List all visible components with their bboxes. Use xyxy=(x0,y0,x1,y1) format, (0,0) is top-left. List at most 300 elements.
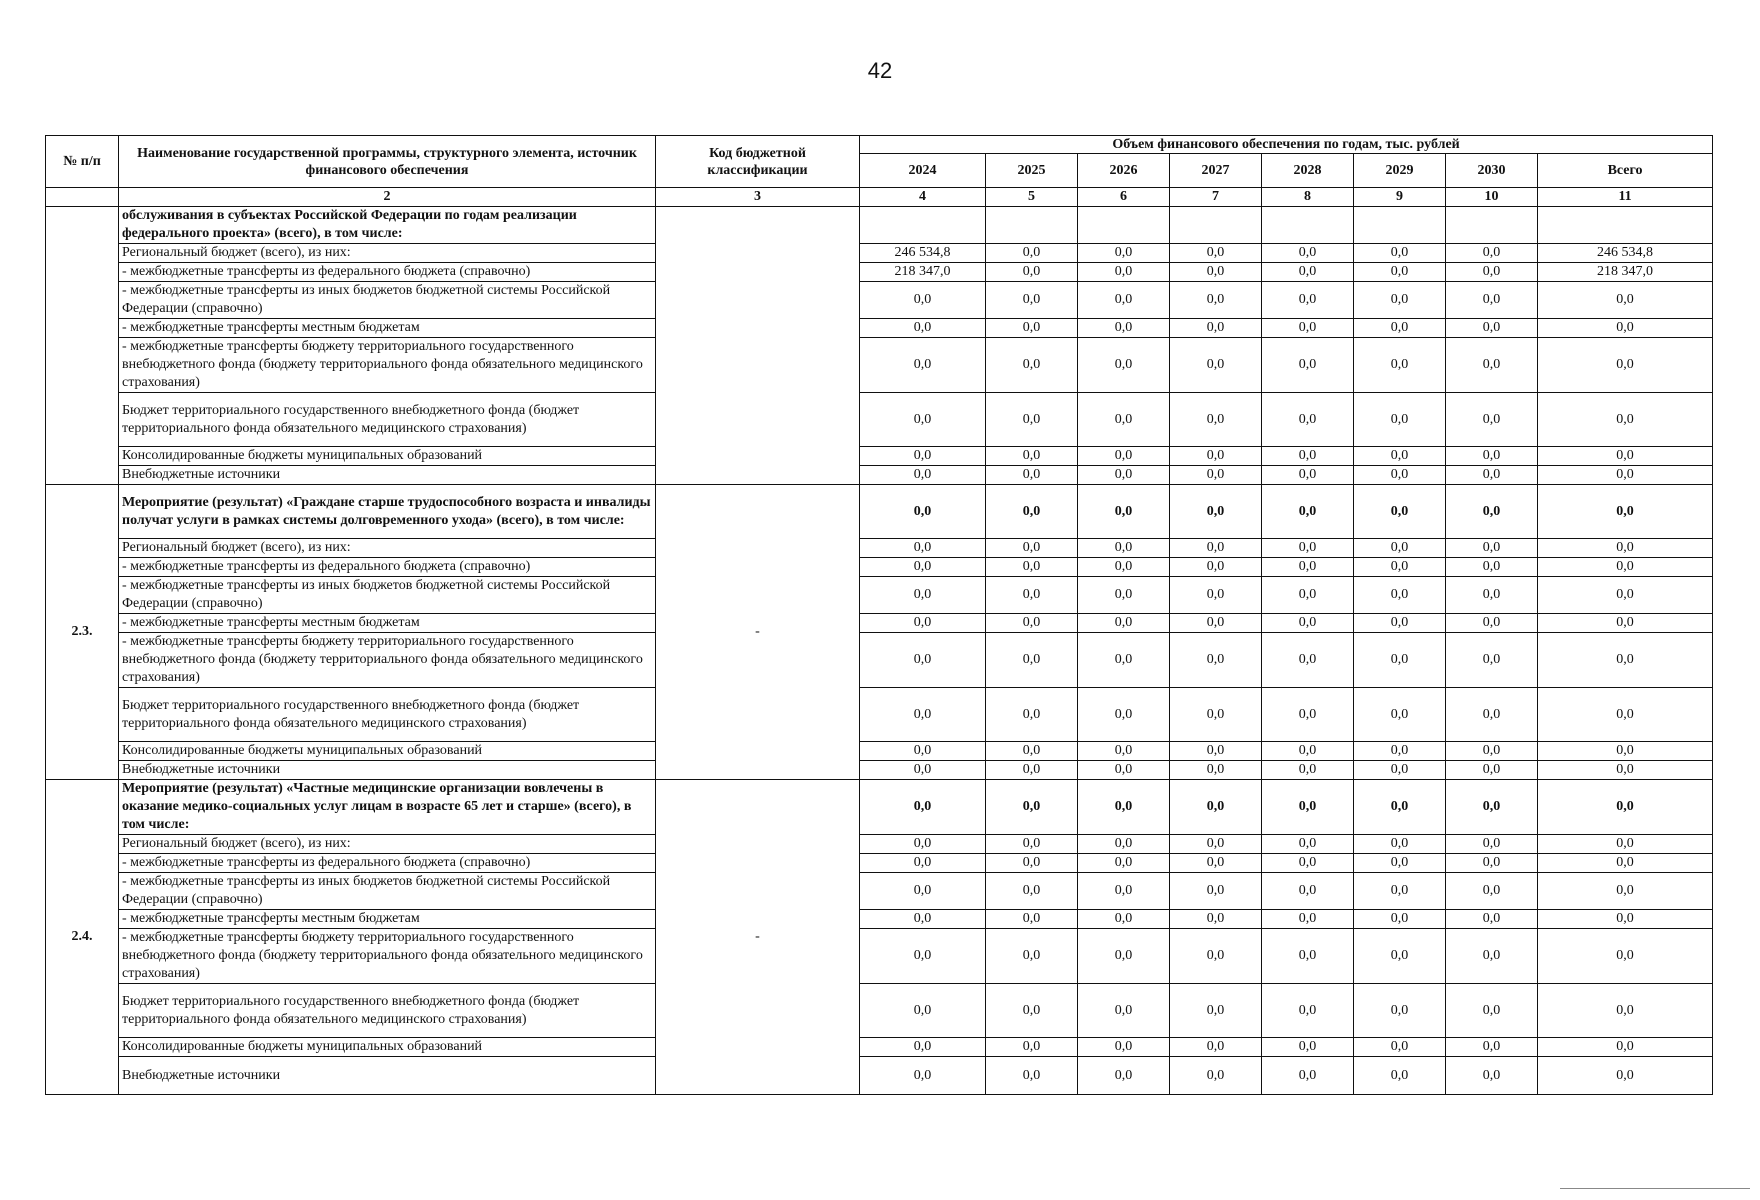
value-year: 0,0 xyxy=(1262,910,1354,929)
table-row xyxy=(46,633,1713,688)
value-year: 0,0 xyxy=(1170,1057,1262,1095)
value-total: 0,0 xyxy=(1538,447,1713,466)
value-year: 0,0 xyxy=(1262,761,1354,780)
column-number: 6 xyxy=(1078,188,1170,207)
row-name: - межбюджетные трансферты из иных бюджетов бюджетной системы Российской Федерации (справочно) xyxy=(119,873,656,910)
value-year: 0,0 xyxy=(860,485,986,539)
value-year: 0,0 xyxy=(1078,244,1170,263)
value-total: 0,0 xyxy=(1538,338,1713,393)
table-row xyxy=(46,558,1713,577)
value-total: 0,0 xyxy=(1538,984,1713,1038)
value-year: 0,0 xyxy=(1354,447,1446,466)
value-year: 0,0 xyxy=(986,447,1078,466)
value-year: 0,0 xyxy=(1446,577,1538,614)
value-year: 0,0 xyxy=(1078,319,1170,338)
row-name: Бюджет территориального государственного внебюджетного фонда (бюджет территориального фонда обязательного медицинского страхования) xyxy=(119,688,656,742)
value-year: 0,0 xyxy=(860,1057,986,1095)
header-year: 2027 xyxy=(1170,154,1262,188)
value-year: 0,0 xyxy=(1078,910,1170,929)
value-year: 0,0 xyxy=(860,282,986,319)
value-total: 0,0 xyxy=(1538,854,1713,873)
value-total: 0,0 xyxy=(1538,393,1713,447)
value-year: 0,0 xyxy=(1262,873,1354,910)
value-year: 0,0 xyxy=(986,1038,1078,1057)
value-year: 0,0 xyxy=(1170,614,1262,633)
row-number: 2.4. xyxy=(46,780,119,1095)
value-total: 0,0 xyxy=(1538,929,1713,984)
value-year: 0,0 xyxy=(1354,835,1446,854)
row-name: Внебюджетные источники xyxy=(119,761,656,780)
value-year: 0,0 xyxy=(1354,984,1446,1038)
value-year: 0,0 xyxy=(1446,1057,1538,1095)
value-year: 0,0 xyxy=(1078,835,1170,854)
value-year: 0,0 xyxy=(1354,854,1446,873)
value-year: 0,0 xyxy=(1170,393,1262,447)
row-name: - межбюджетные трансферты местным бюджетам xyxy=(119,614,656,633)
value-year: 0,0 xyxy=(1354,244,1446,263)
value-year: 0,0 xyxy=(986,263,1078,282)
page-number: 42 xyxy=(867,58,893,83)
value-year xyxy=(986,207,1078,244)
value-year xyxy=(1354,207,1446,244)
value-year: 0,0 xyxy=(1262,558,1354,577)
header-total: Всего xyxy=(1538,154,1713,188)
value-year: 0,0 xyxy=(986,244,1078,263)
row-name: Консолидированные бюджеты муниципальных образований xyxy=(119,742,656,761)
value-year: 0,0 xyxy=(1354,614,1446,633)
value-year: 0,0 xyxy=(986,558,1078,577)
value-year: 0,0 xyxy=(1354,282,1446,319)
column-number: 3 xyxy=(656,188,860,207)
value-total: 0,0 xyxy=(1538,835,1713,854)
value-year: 0,0 xyxy=(1078,1038,1170,1057)
value-year: 0,0 xyxy=(860,466,986,485)
table-row xyxy=(46,393,1713,447)
value-year: 0,0 xyxy=(1446,873,1538,910)
value-year: 0,0 xyxy=(1446,984,1538,1038)
value-year: 0,0 xyxy=(986,742,1078,761)
value-year: 0,0 xyxy=(1262,466,1354,485)
row-name: - межбюджетные трансферты из иных бюджетов бюджетной системы Российской Федерации (справочно) xyxy=(119,577,656,614)
header-year: 2030 xyxy=(1446,154,1538,188)
value-year: 0,0 xyxy=(1354,742,1446,761)
value-year: 0,0 xyxy=(1078,485,1170,539)
value-year: 0,0 xyxy=(1446,485,1538,539)
value-year: 0,0 xyxy=(1170,466,1262,485)
value-year: 0,0 xyxy=(1262,485,1354,539)
value-year: 0,0 xyxy=(1262,539,1354,558)
value-year: 0,0 xyxy=(1446,282,1538,319)
value-total: 246 534,8 xyxy=(1538,244,1713,263)
value-year: 0,0 xyxy=(1446,854,1538,873)
row-name: Мероприятие (результат) «Частные медицинские организации вовлечены в оказание медико-социальных услуг лицам в возрасте 65 лет и старше» (всего), в том числе: xyxy=(119,780,656,835)
value-year: 0,0 xyxy=(860,539,986,558)
table-row xyxy=(46,282,1713,319)
value-year: 0,0 xyxy=(1078,873,1170,910)
value-year: 0,0 xyxy=(1262,984,1354,1038)
value-year: 0,0 xyxy=(1170,485,1262,539)
row-name: - межбюджетные трансферты бюджету территориального государственного внебюджетного фонда (бюджету территориального фонда обязательного медицинского страхования) xyxy=(119,338,656,393)
column-number: 10 xyxy=(1446,188,1538,207)
value-year: 0,0 xyxy=(860,873,986,910)
row-name: Бюджет территориального государственного внебюджетного фонда (бюджет территориального фонда обязательного медицинского страхования) xyxy=(119,984,656,1038)
table-row xyxy=(46,319,1713,338)
value-total: 0,0 xyxy=(1538,614,1713,633)
value-year: 0,0 xyxy=(1446,688,1538,742)
value-year: 0,0 xyxy=(1446,910,1538,929)
value-year: 0,0 xyxy=(1170,338,1262,393)
value-year: 0,0 xyxy=(1262,742,1354,761)
value-year: 0,0 xyxy=(1446,614,1538,633)
value-total: 0,0 xyxy=(1538,688,1713,742)
row-number: 2.3. xyxy=(46,485,119,780)
value-year xyxy=(1262,207,1354,244)
value-year: 0,0 xyxy=(1446,447,1538,466)
table-row xyxy=(46,910,1713,929)
value-year: 0,0 xyxy=(1354,873,1446,910)
value-year: 0,0 xyxy=(1354,633,1446,688)
column-number: 11 xyxy=(1538,188,1713,207)
value-year: 0,0 xyxy=(1354,929,1446,984)
value-year: 0,0 xyxy=(986,1057,1078,1095)
table-row xyxy=(46,447,1713,466)
value-year: 0,0 xyxy=(986,466,1078,485)
value-total: 0,0 xyxy=(1538,282,1713,319)
value-year: 0,0 xyxy=(1262,780,1354,835)
value-year: 0,0 xyxy=(1354,393,1446,447)
value-year: 0,0 xyxy=(986,984,1078,1038)
value-year: 0,0 xyxy=(1170,539,1262,558)
value-year: 0,0 xyxy=(1078,854,1170,873)
value-total: 0,0 xyxy=(1538,910,1713,929)
row-name: Региональный бюджет (всего), из них: xyxy=(119,539,656,558)
value-year: 0,0 xyxy=(860,1038,986,1057)
value-year: 0,0 xyxy=(1354,338,1446,393)
table-row xyxy=(46,1057,1713,1095)
value-total: 0,0 xyxy=(1538,539,1713,558)
value-total: 0,0 xyxy=(1538,1038,1713,1057)
row-name: обслуживания в субъектах Российской Федерации по годам реализации федерального проекта» (всего), в том числе: xyxy=(119,207,656,244)
value-year: 0,0 xyxy=(1354,910,1446,929)
value-total: 0,0 xyxy=(1538,319,1713,338)
value-year: 0,0 xyxy=(860,761,986,780)
value-year: 0,0 xyxy=(986,835,1078,854)
table-row xyxy=(46,263,1713,282)
table-row xyxy=(46,780,1713,835)
value-year: 0,0 xyxy=(860,577,986,614)
value-year: 0,0 xyxy=(1078,1057,1170,1095)
value-year: 0,0 xyxy=(1446,319,1538,338)
value-year: 0,0 xyxy=(1170,263,1262,282)
value-total: 0,0 xyxy=(1538,558,1713,577)
value-year: 0,0 xyxy=(1446,466,1538,485)
row-name: - межбюджетные трансферты из федерального бюджета (справочно) xyxy=(119,854,656,873)
value-year: 0,0 xyxy=(1446,633,1538,688)
value-year: 0,0 xyxy=(1078,447,1170,466)
value-total: 0,0 xyxy=(1538,633,1713,688)
value-year: 0,0 xyxy=(1170,984,1262,1038)
value-total: 0,0 xyxy=(1538,1057,1713,1095)
value-year: 0,0 xyxy=(986,929,1078,984)
value-year: 0,0 xyxy=(986,633,1078,688)
value-year: 0,0 xyxy=(860,742,986,761)
value-year: 0,0 xyxy=(986,854,1078,873)
value-year: 0,0 xyxy=(860,614,986,633)
value-year: 0,0 xyxy=(860,854,986,873)
value-year: 0,0 xyxy=(1262,393,1354,447)
header-year: 2028 xyxy=(1262,154,1354,188)
table-row xyxy=(46,338,1713,393)
value-year: 0,0 xyxy=(1446,393,1538,447)
value-year: 0,0 xyxy=(1354,319,1446,338)
value-year: 0,0 xyxy=(986,780,1078,835)
budget-code: - xyxy=(656,485,860,780)
budget-code: - xyxy=(656,780,860,1095)
value-year: 0,0 xyxy=(1446,1038,1538,1057)
value-year: 0,0 xyxy=(1354,1057,1446,1095)
column-number: 7 xyxy=(1170,188,1262,207)
table-row xyxy=(46,485,1713,539)
value-year: 0,0 xyxy=(1170,558,1262,577)
value-year: 0,0 xyxy=(1262,614,1354,633)
value-year: 0,0 xyxy=(1262,319,1354,338)
value-year: 0,0 xyxy=(1078,780,1170,835)
value-year: 0,0 xyxy=(1170,835,1262,854)
value-year: 0,0 xyxy=(860,780,986,835)
value-year: 0,0 xyxy=(986,338,1078,393)
value-year: 0,0 xyxy=(860,984,986,1038)
value-year: 0,0 xyxy=(1446,742,1538,761)
column-number: 9 xyxy=(1354,188,1446,207)
value-year: 0,0 xyxy=(1078,614,1170,633)
value-year: 0,0 xyxy=(1170,319,1262,338)
value-year: 0,0 xyxy=(1078,761,1170,780)
value-year: 0,0 xyxy=(1170,910,1262,929)
value-year: 0,0 xyxy=(860,447,986,466)
value-year: 0,0 xyxy=(860,835,986,854)
value-year: 0,0 xyxy=(860,558,986,577)
value-year: 0,0 xyxy=(986,614,1078,633)
value-year: 0,0 xyxy=(1170,244,1262,263)
column-number: 2 xyxy=(119,188,656,207)
row-name: - межбюджетные трансферты бюджету территориального государственного внебюджетного фонда (бюджету территориального фонда обязательного медицинского страхования) xyxy=(119,929,656,984)
value-year xyxy=(1170,207,1262,244)
value-total: 0,0 xyxy=(1538,485,1713,539)
value-year: 0,0 xyxy=(1446,338,1538,393)
value-year xyxy=(1446,207,1538,244)
table-row xyxy=(46,929,1713,984)
value-year: 0,0 xyxy=(1170,761,1262,780)
value-year: 0,0 xyxy=(1262,447,1354,466)
value-year: 0,0 xyxy=(1170,929,1262,984)
table-row xyxy=(46,742,1713,761)
value-year: 0,0 xyxy=(986,688,1078,742)
value-year: 0,0 xyxy=(1446,558,1538,577)
column-number: 4 xyxy=(860,188,986,207)
value-year: 0,0 xyxy=(1354,761,1446,780)
row-name: Консолидированные бюджеты муниципальных образований xyxy=(119,447,656,466)
value-year: 0,0 xyxy=(860,338,986,393)
value-year: 0,0 xyxy=(1078,742,1170,761)
row-name: Консолидированные бюджеты муниципальных образований xyxy=(119,1038,656,1057)
value-year: 0,0 xyxy=(1354,780,1446,835)
header-col-volume: Объем финансового обеспечения по годам, тыс. рублей xyxy=(860,136,1713,154)
value-year: 0,0 xyxy=(860,393,986,447)
scan-artifact xyxy=(1560,1188,1750,1189)
table-row xyxy=(46,577,1713,614)
value-year: 0,0 xyxy=(1354,466,1446,485)
row-name: Мероприятие (результат) «Граждане старше трудоспособного возраста и инвалиды получат услуги в рамках системы долговременного ухода» (всего), в том числе: xyxy=(119,485,656,539)
value-year: 0,0 xyxy=(860,929,986,984)
value-year: 0,0 xyxy=(860,910,986,929)
value-year: 0,0 xyxy=(1262,338,1354,393)
value-year: 0,0 xyxy=(986,485,1078,539)
value-year: 0,0 xyxy=(1262,835,1354,854)
header-year: 2029 xyxy=(1354,154,1446,188)
value-year: 0,0 xyxy=(1078,393,1170,447)
value-year: 0,0 xyxy=(1446,263,1538,282)
value-year: 0,0 xyxy=(1446,929,1538,984)
value-year: 0,0 xyxy=(986,282,1078,319)
value-year: 0,0 xyxy=(986,539,1078,558)
value-year: 0,0 xyxy=(1262,1038,1354,1057)
value-year: 0,0 xyxy=(1170,742,1262,761)
value-year: 0,0 xyxy=(860,319,986,338)
value-year: 0,0 xyxy=(1262,282,1354,319)
value-year: 0,0 xyxy=(986,577,1078,614)
value-year: 0,0 xyxy=(1170,780,1262,835)
value-year: 0,0 xyxy=(1078,466,1170,485)
value-year: 0,0 xyxy=(1170,688,1262,742)
value-year: 0,0 xyxy=(1446,539,1538,558)
table-row xyxy=(46,1038,1713,1057)
table-row xyxy=(46,835,1713,854)
row-name: Бюджет территориального государственного внебюджетного фонда (бюджет территориального фонда обязательного медицинского страхования) xyxy=(119,393,656,447)
value-year: 0,0 xyxy=(986,393,1078,447)
value-year: 0,0 xyxy=(986,319,1078,338)
table-row xyxy=(46,761,1713,780)
value-year: 0,0 xyxy=(986,761,1078,780)
value-year: 0,0 xyxy=(1262,577,1354,614)
value-year: 0,0 xyxy=(1262,633,1354,688)
table-row xyxy=(46,614,1713,633)
value-year: 0,0 xyxy=(1078,558,1170,577)
header-year: 2025 xyxy=(986,154,1078,188)
value-year: 0,0 xyxy=(1170,577,1262,614)
value-year: 0,0 xyxy=(1354,577,1446,614)
row-name: - межбюджетные трансферты из иных бюджетов бюджетной системы Российской Федерации (справочно) xyxy=(119,282,656,319)
value-year: 0,0 xyxy=(1446,761,1538,780)
value-year: 0,0 xyxy=(1078,338,1170,393)
value-year: 0,0 xyxy=(1170,1038,1262,1057)
value-year: 0,0 xyxy=(1354,1038,1446,1057)
table-row xyxy=(46,244,1713,263)
value-total: 0,0 xyxy=(1538,742,1713,761)
table-row xyxy=(46,984,1713,1038)
budget-code xyxy=(656,207,860,485)
value-year: 0,0 xyxy=(1170,447,1262,466)
header-year: 2026 xyxy=(1078,154,1170,188)
value-year: 0,0 xyxy=(1354,263,1446,282)
value-year: 0,0 xyxy=(1354,688,1446,742)
header-year: 2024 xyxy=(860,154,986,188)
value-year: 0,0 xyxy=(1078,984,1170,1038)
value-year: 0,0 xyxy=(1446,780,1538,835)
value-year: 0,0 xyxy=(986,873,1078,910)
value-total: 0,0 xyxy=(1538,466,1713,485)
value-year: 0,0 xyxy=(1170,633,1262,688)
column-number: 8 xyxy=(1262,188,1354,207)
value-year: 0,0 xyxy=(1446,835,1538,854)
value-year: 218 347,0 xyxy=(860,263,986,282)
row-number xyxy=(46,207,119,485)
column-number xyxy=(46,188,119,207)
value-year: 0,0 xyxy=(1354,539,1446,558)
value-year: 0,0 xyxy=(1262,1057,1354,1095)
value-year: 0,0 xyxy=(1078,263,1170,282)
value-year: 0,0 xyxy=(1078,539,1170,558)
row-name: Региональный бюджет (всего), из них: xyxy=(119,835,656,854)
value-total: 0,0 xyxy=(1538,780,1713,835)
row-name: - межбюджетные трансферты местным бюджетам xyxy=(119,319,656,338)
value-year: 0,0 xyxy=(1262,244,1354,263)
value-total: 0,0 xyxy=(1538,761,1713,780)
value-year: 0,0 xyxy=(1078,633,1170,688)
value-total: 0,0 xyxy=(1538,873,1713,910)
value-year: 0,0 xyxy=(1170,282,1262,319)
value-year: 0,0 xyxy=(1078,929,1170,984)
value-year: 0,0 xyxy=(1078,688,1170,742)
value-year: 0,0 xyxy=(1170,854,1262,873)
value-year: 0,0 xyxy=(1354,485,1446,539)
column-number: 5 xyxy=(986,188,1078,207)
row-name: - межбюджетные трансферты бюджету территориального государственного внебюджетного фонда (бюджету территориального фонда обязательного медицинского страхования) xyxy=(119,633,656,688)
value-total xyxy=(1538,207,1713,244)
value-year: 0,0 xyxy=(1078,577,1170,614)
row-name: - межбюджетные трансферты местным бюджетам xyxy=(119,910,656,929)
value-year: 0,0 xyxy=(1262,854,1354,873)
value-year xyxy=(860,207,986,244)
budget-table xyxy=(45,135,1713,1095)
value-year: 0,0 xyxy=(1446,244,1538,263)
value-year: 0,0 xyxy=(1078,282,1170,319)
row-name: - межбюджетные трансферты из федерального бюджета (справочно) xyxy=(119,263,656,282)
table-row xyxy=(46,207,1713,244)
table-row xyxy=(46,688,1713,742)
header-col-no: № п/п xyxy=(46,136,119,188)
table-row xyxy=(46,539,1713,558)
value-year: 0,0 xyxy=(1262,263,1354,282)
column-number-row xyxy=(46,188,1713,207)
table-row xyxy=(46,854,1713,873)
row-name: Региональный бюджет (всего), из них: xyxy=(119,244,656,263)
value-year: 0,0 xyxy=(860,688,986,742)
row-name: Внебюджетные источники xyxy=(119,1057,656,1095)
header-col-name: Наименование государственной программы, структурного элемента, источник финансового обеспечения xyxy=(119,136,656,188)
table-row xyxy=(46,873,1713,910)
table-row xyxy=(46,466,1713,485)
value-year: 246 534,8 xyxy=(860,244,986,263)
row-name: Внебюджетные источники xyxy=(119,466,656,485)
header-row-1 xyxy=(46,136,1713,154)
value-total: 0,0 xyxy=(1538,577,1713,614)
row-name: - межбюджетные трансферты из федерального бюджета (справочно) xyxy=(119,558,656,577)
header-col-code: Код бюджетной классификации xyxy=(656,136,860,188)
value-year xyxy=(1078,207,1170,244)
value-year: 0,0 xyxy=(1262,688,1354,742)
value-year: 0,0 xyxy=(1262,929,1354,984)
value-year: 0,0 xyxy=(1354,558,1446,577)
